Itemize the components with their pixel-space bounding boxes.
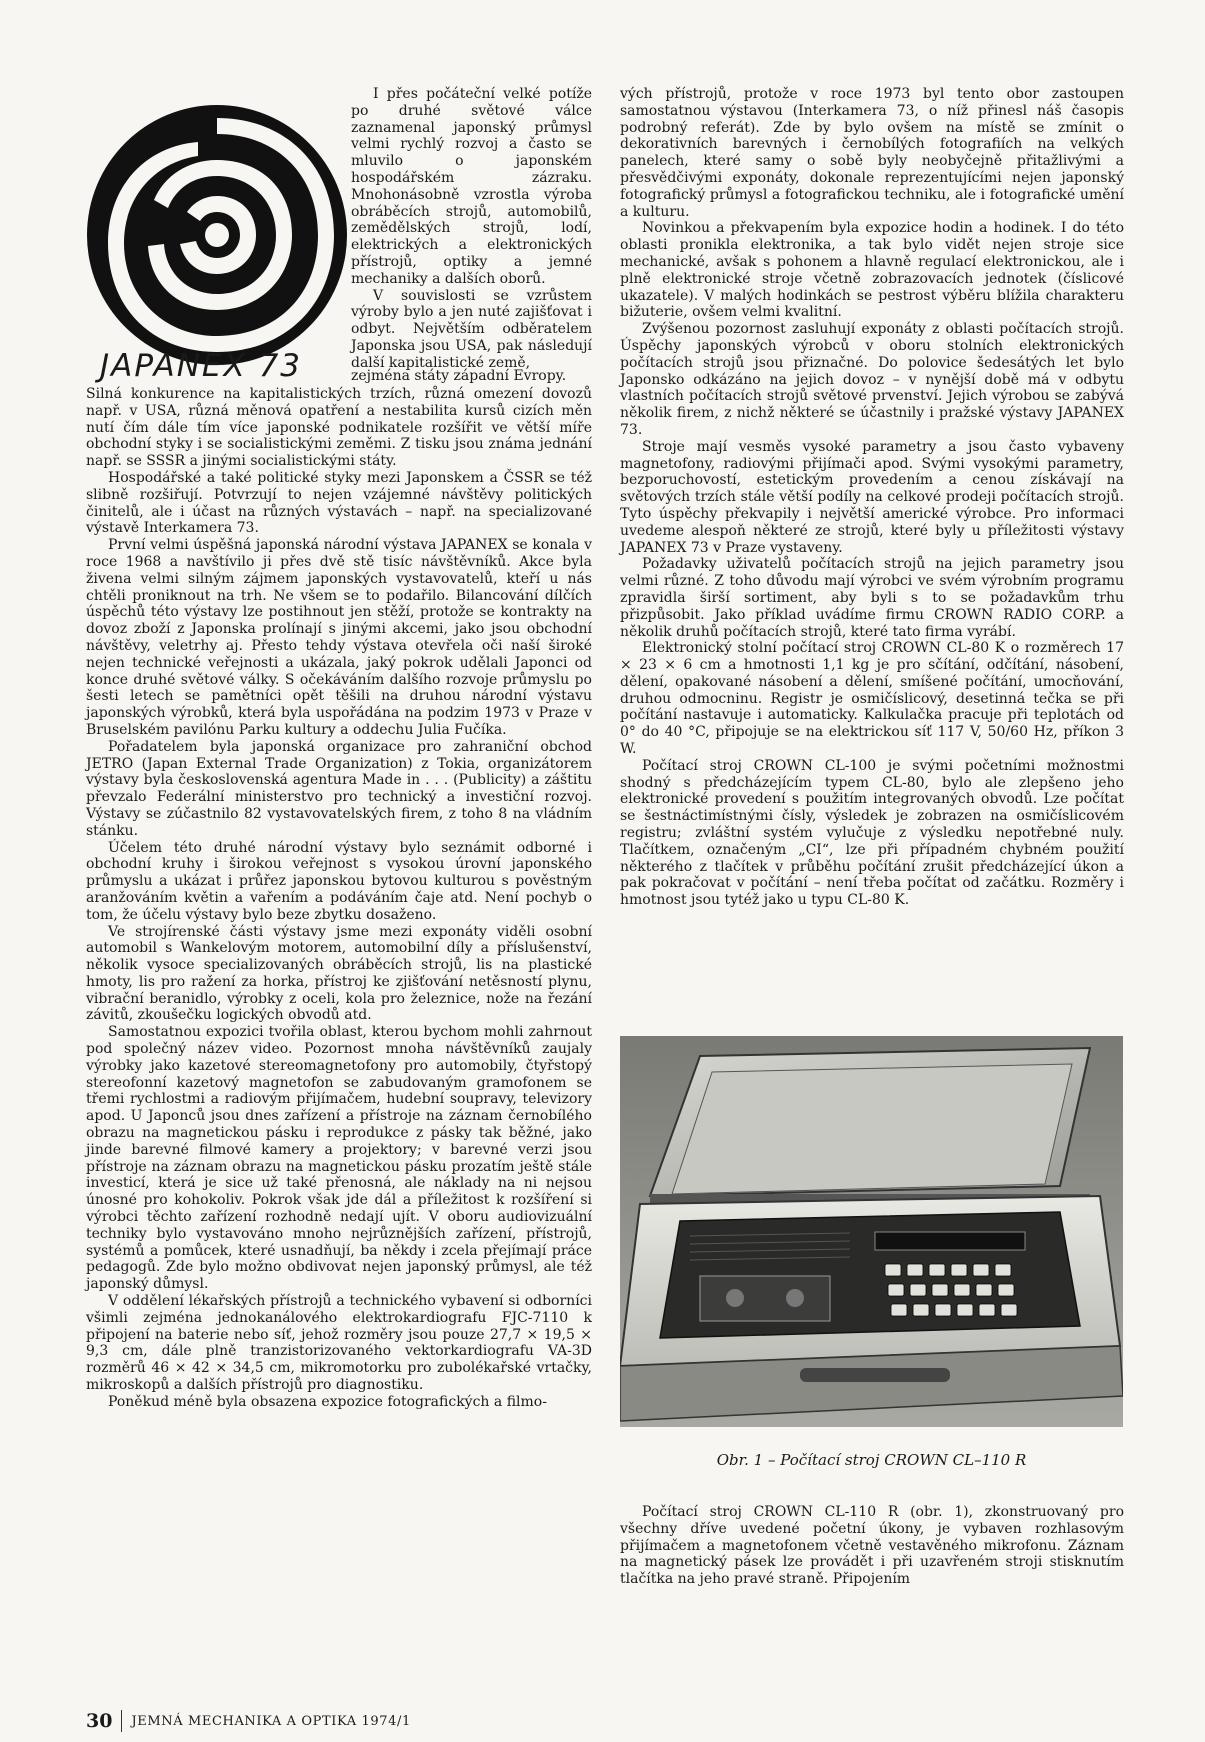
paragraph: Silná konkurence na kapitalistických trzích, různá omezení dovozů např. v USA, různá měnová opatření a nestabilita kursů cizích měn nutí čím dále tím více japonské podnikatele rozšířit ve větší míře obchodní styky i se socialistickými zeměmi. Z tisku jsou známa jednání např. se SSSR a jinými socialistickými státy. [86,386,592,470]
paragraph: V souvislosti se vzrůstem výroby bylo a jen nuté zajišťovat i odbyt. Největším odběratelem Japonska jsou USA, pak následují další kapitalistické země, [351,287,592,371]
footer-divider [121,1710,122,1732]
paragraph: Samostatnou expozici tvořila oblast, kterou bychom mohli zahrnout pod společný název video. Pozornost mnoha návštěvníků zaujaly výrobky jako kazetové stereomagnetofony pro automobily, čtyřstopý stereofonní kazetový magnetofon se zabudovaným gramofonem se třemi rychlostmi a radiovým přijímačem, hudební soupravy, televizory apod. U Japonců jsou dnes zařízení a přístroje na záznam černobílého obrazu na magnetickou pásku i reprodukce z pásky tak běžné, jako jinde barevné filmové kamery a projektory; v barevné verzi jsou přístroje na záznam obrazu na magnetickou pásku prozatím ještě stále investicí, která je sice už také přenosná, ale náklady na ni nejsou únosné pro kohokoliv. Pokrok však jde dál a příležitost k rozšíření si výrobci těchto zařízení rozhodně nedají ujít. V oboru audiovizuální techniky bylo vystavováno mnoho nejrůznějších zařízení, přístrojů, systémů a pomůcek, které usnadňují, ba někdy i zcela přejímají práce pedagogů. Zde bylo možno obdivovat nejen japonský průmysl, ale též japonský důmysl. [86,1024,592,1293]
paragraph: zejména státy západní Evropy. [351,368,567,384]
paragraph: Poněkud méně byla obsazena expozice fotografických a filmo- [108,1393,547,1410]
concentric-rose-logo-icon [86,104,348,366]
paragraph: Novinkou a překvapením byla expozice hodin a hodinek. I do této oblasti pronikla elektronika, a tak bylo vidět nejen stroje sice mechanické, avšak s pohonem a hlavně regulací elektronickou, ale i plně elektronické stroje včetně zobrazovacích jednotek (číslicové ukazatele). V malých hodinkách se pestrost výběru blížila charakteru bižuterie, ovšem velmi kvalitní. [620,220,1124,321]
paragraph: I přes počáteční velké potíže po druhé světové válce zaznamenal japonský průmysl velmi rychlý rozvoj a často se mluvilo o japonském hospodářském zázraku. Mnohonásobně vzrostla výroba obráběcích strojů, automobilů, zemědělských strojů, lodí, elektrických a elektronických přístrojů, optiky a jemné mechaniky a dalších oborů. [351,86,592,287]
page-number: 30 [86,1710,113,1732]
column-2-bottom [620,1504,1124,1588]
column-1-top [351,86,592,372]
paragraph: Počítací stroj CROWN CL-100 je svými početními možnostmi shodný s předcházejícím typem CL-80, bylo ale zlepšeno jeho elektronické provedení s použitím integrovaných obvodů. Lze počítat se šestnáctimístnými čísly, výsledek je zobrazen na osmičíslicovém registru; zvláštní systém vylučuje z výsledku nepotřebné nuly. Tlačítkem, označeným „CI“, lze při případném chybném použití některého z tlačítek v průběhu počítání zrušit předcházející úkon a pak pokračovat v počítání – není třeba počítat od začátku. Rozměry i hmotnost jsou tytéž jako u typu CL-80 K. [620,757,1124,909]
paragraph: V oddělení lékařských přístrojů a technického vybavení si odborníci všimli zejména jednokanálového elektrokardiografu FJC-7110 k připojení na baterie nebo síť, jehož rozměry jsou pouze 27,7 × 19,5 × 9,3 cm, dále plně tranzistorizovaného vektorkardiografu VA-3D rozměrů 46 × 42 × 34,5 cm, mikromotorku pro zubolékařské vrtačky, mikroskopů a dalších přístrojů pro diagnostiku. [86,1293,592,1394]
figure-caption: Obr. 1 – Počítací stroj CROWN CL–110 R [716,1451,1027,1469]
column-1-mid [351,368,592,385]
paragraph: Účelem této druhé národní výstavy bylo seznámit odborné i obchodní kruhy i širokou veřejnost s vysokou úrovní japonského průmyslu a ukázat i průřez japonskou bytovou kulturou s pověstným aranžováním květin a vařením a podáváním čaje atd. Není pochyb o tom, že účelu výstavy bylo beze zbytku dosaženo. [86,839,592,923]
paragraph: Zvýšenou pozornost zasluhují exponáty z oblasti počítacích strojů. Úspěchy japonských výrobců v oboru stolních elektronických počítacích strojů jsou přiznačné. Do polovice šedesátých let bylo Japonsko odkázáno na jejich dovoz – v nynější době má v odbytu vlastních počítacích strojů světové prvenství. Jejich výrobou se zabývá několik firem, z nichž některé se účastnily i pražské výstavy JAPANEX 73. [620,321,1124,438]
column-2-top [620,86,1124,909]
paragraph: Hospodářské a také politické styky mezi Japonskem a ČSSR se též slibně rozšiřují. Potvrzují to nejen vzájemné návštěvy politických činitelů, ale i účast na různých výstavách – např. na specializované výstavě Interkamera 73. [86,469,592,537]
paragraph: Pořadatelem byla japonská organizace pro zahraniční obchod JETRO (Japan External Trade Organization) z Tokia, organizátorem výstavy byla československá agentura Made in . . . (Publicity) a záštitu převzalo Federální ministerstvo pro technický a investiční rozvoj. Výstavy se zúčastnilo 82 vystavovatelských firem, z toho 8 na vládním stánku. [86,738,592,839]
column-1-main [86,386,592,1411]
calculator-photo [620,1036,1123,1427]
paragraph: vých přístrojů, protože v roce 1973 byl tento obor zastoupen samostatnou výstavou (Interkamera 73, o níž přinesl náš časopis podrobný referát). Zde by bylo ovšem na místě se zmínit o dekorativních barevných i černobílých fotografiích na velkých panelech, které samy o sobě byly neobyčejně přitažlivými a přesvědčivými exponáty, dokonale reprezentujícími nejen japonský fotografický průmysl a fotografickou techniku, ale i fotografické umění a kulturu. [620,86,1124,220]
paragraph: První velmi úspěšná japonská národní výstava JAPANEX se konala v roce 1968 a navštívilo ji přes dvě stě tisíc návštěvníků. Akce byla živena velmi silným zájmem japonských vystavovatelů, kteří u nás chtěli proniknout na trh. Ne všem se to podařilo. Bilancování dílčích úspěchů této výstavy lze postihnout jen stěží, protože se kontrakty na dovoz zboží z Japonska prolínají s jinými akcemi, jako jsou obchodní návštěvy, veletrhy aj. Přesto tehdy výstava otevřela oči naší široké nejen technické veřejnosti a ukázala, jaký pokrok udělali Japonci od konce druhé světové války. S očekáváním dalšího rozvoje průmyslu po šesti letech se pamětníci opět těšili na druhou národní výstavu japonských výrobků, která byla uspořádána na podzim 1973 v Praze v Bruselském pavilónu Parku kultury a oddechu Julia Fučíka. [86,537,592,738]
paragraph: Ve strojírenské části výstavy jsme mezi exponáty viděli osobní automobil s Wankelovým motorem, automobilní díly a příslušenství, několik vysoce specializovaných obráběcích strojů, lis na plastické hmoty, lis pro ražení za horka, přístroj ke zjišťování netěsností plynu, vibrační beranidlo, výrobky z oceli, kola pro železnice, nože na řezání závitů, zkoušečku logických obvodů atd. [86,923,592,1024]
page-footer [86,1710,411,1732]
paragraph: Elektronický stolní počítací stroj CROWN CL-80 K o rozměrech 17 × 23 × 6 cm a hmotnosti 1,1 kg je pro sčítání, odčítání, násobení, dělení, opakované násobení a dělení, smíšené počítání, umocňování, druhou odmocninu. Registr je osmičíslicový, desetinná tečka se při počítání nastavuje i automaticky. Kalkulačka pracuje při teplotách od 0° do 40 °C, připojuje se na elektrickou síť 117 V, 50/60 Hz, příkon 3 W. [620,640,1124,758]
paragraph: Počítací stroj CROWN CL-110 R (obr. 1), zkonstruovaný pro všechny dříve uvedené početní úkony, je vybaven rozhlasovým přijímačem a magnetofonem včetně vestavěného mikrofonu. Záznam na magnetický pásek lze provádět i při uzavřeném stroji stisknutím tlačítka na jeho pravé straně. Připojením [620,1504,1124,1588]
publication-name: JEMNÁ MECHANIKA A OPTIKA 1974/1 [131,1713,411,1729]
paragraph: Požadavky uživatelů počítacích strojů na jejich parametry jsou velmi různé. Z toho důvodu mají výrobci ve svém výrobním programu zpravidla širší sortiment, aby byli s to se požadavkům trhu přizpůsobit. Jako příklad uvádíme firmu CROWN RADIO CORP. a několik druhů počítacích strojů, které tato firma vyrábí. [620,556,1124,640]
logo-title: JAPANEX 73 [100,348,303,384]
paragraph: Stroje mají vesměs vysoké parametry a jsou často vybaveny magnetofony, radiovými přijímači apod. Svými vysokými parametry, bezporuchovostí, estetickým provedením a cenou získávají na světových trzích stále větší podíly na celkové prodeji počítacích strojů. Tyto úspěchy překvapily i největší americké výrobce. Pro informaci uvedeme alespoň některé ze strojů, které byly u příležitosti výstavy JAPANEX 73 v Praze vystaveny. [620,438,1124,556]
